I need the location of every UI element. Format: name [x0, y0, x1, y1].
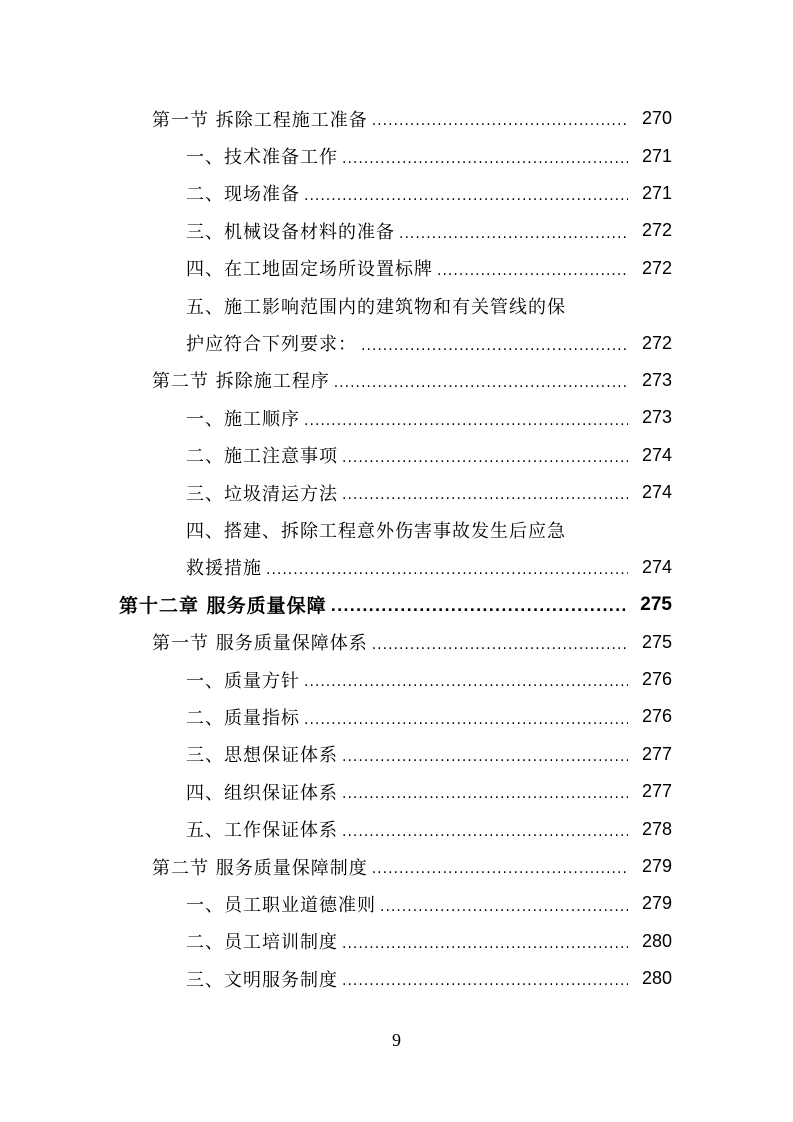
toc-entry-page: 272: [641, 332, 672, 353]
dot-leader: [304, 414, 628, 437]
toc-entry-page: 273: [641, 407, 672, 428]
toc-entry-title: 二、施工注意事项: [186, 446, 338, 468]
dot-leader: [361, 339, 628, 362]
dot-leader: [342, 488, 628, 511]
toc-entry-title-line1: 四、搭建、拆除工程意外伤害事故发生后应急: [186, 520, 566, 542]
toc-entry-page: 276: [641, 706, 672, 727]
toc-entry-page: 275: [641, 631, 672, 652]
toc-entry-title: 三、思想保证体系: [186, 745, 338, 767]
dot-leader: [304, 189, 628, 212]
toc-entry-title-line1: 五、施工影响范围内的建筑物和有关管线的保: [186, 296, 566, 318]
toc-entry-title: 护应符合下列要求：: [186, 334, 357, 356]
toc-entry-page: 271: [641, 145, 672, 166]
toc-entry-page: 275: [640, 593, 672, 615]
dot-leader: [342, 451, 628, 474]
toc-entry-title: 第二节 服务质量保障制度: [152, 857, 368, 879]
toc-entry[interactable]: [0, 175, 793, 212]
toc-entry[interactable]: [0, 773, 793, 810]
toc-entry-page: 271: [641, 182, 672, 203]
toc-entry-title: 二、质量指标: [186, 707, 300, 729]
toc-entry-title: 第一节 服务质量保障体系: [152, 633, 368, 655]
toc-entry-title: 一、技术准备工作: [186, 147, 338, 169]
toc-entry[interactable]: [0, 698, 793, 735]
toc-entry-page: 276: [641, 669, 672, 690]
dot-leader: [304, 675, 628, 698]
dot-leader: [342, 825, 628, 848]
toc-entry-title: 五、工作保证体系: [186, 820, 338, 842]
dot-leader: [380, 900, 628, 923]
dot-leader: [331, 600, 628, 623]
toc-entry[interactable]: [0, 100, 793, 137]
toc-entry[interactable]: [0, 362, 793, 399]
dot-leader: [437, 264, 628, 287]
toc-entry-page: 279: [641, 893, 672, 914]
dot-leader: [372, 862, 628, 885]
dot-leader: [342, 787, 628, 810]
toc-entry[interactable]: [0, 923, 793, 960]
toc-entry[interactable]: [0, 623, 793, 660]
toc-entry-page: 273: [641, 369, 672, 390]
toc-entry-title: 一、施工顺序: [186, 408, 300, 430]
toc-entry-title: 第二节 拆除施工程序: [152, 371, 330, 393]
toc-entry-page: 278: [641, 818, 672, 839]
toc-entry-title: 救援措施: [186, 558, 262, 580]
table-of-contents: [0, 100, 793, 997]
dot-leader: [266, 563, 628, 586]
toc-entry[interactable]: [0, 885, 793, 922]
toc-entry-title: 四、组织保证体系: [186, 782, 338, 804]
toc-entry[interactable]: [0, 137, 793, 174]
toc-entry[interactable]: [0, 474, 793, 511]
toc-entry-title: 四、在工地固定场所设置标牌: [186, 259, 433, 281]
dot-leader: [342, 750, 628, 773]
toc-entry[interactable]: [0, 399, 793, 436]
toc-entry[interactable]: [0, 661, 793, 698]
toc-entry-title: 二、员工培训制度: [186, 932, 338, 954]
dot-leader: [372, 114, 628, 137]
toc-entry-page: 270: [641, 108, 672, 129]
toc-entry[interactable]: [0, 960, 793, 997]
toc-entry-title: 第一节 拆除工程施工准备: [152, 109, 368, 131]
dot-leader: [304, 713, 628, 736]
toc-entry-page: 277: [641, 781, 672, 802]
toc-entry-page: 274: [641, 482, 672, 503]
page-number: 9: [392, 1030, 401, 1050]
toc-entry-page: 279: [641, 856, 672, 876]
toc-entry[interactable]: [0, 212, 793, 249]
toc-entry-title: 三、垃圾清运方法: [186, 483, 338, 505]
toc-entry-wrapped-line[interactable]: [0, 511, 793, 548]
toc-entry-title: 三、文明服务制度: [186, 969, 338, 991]
toc-entry[interactable]: [0, 736, 793, 773]
toc-chapter-entry[interactable]: [0, 586, 793, 623]
dot-leader: [334, 376, 628, 399]
toc-entry-page: 277: [641, 743, 672, 764]
toc-entry[interactable]: [0, 437, 793, 474]
toc-entry[interactable]: [0, 848, 793, 885]
toc-entry-page: 280: [641, 930, 672, 951]
toc-entry-wrapped-line[interactable]: [0, 287, 793, 324]
dot-leader: [342, 152, 628, 175]
toc-entry-title: 一、员工职业道德准则: [186, 894, 376, 916]
toc-entry[interactable]: [0, 250, 793, 287]
toc-entry[interactable]: [0, 549, 793, 586]
toc-entry-title: 一、质量方针: [186, 670, 300, 692]
toc-entry[interactable]: [0, 810, 793, 847]
toc-chapter-title: 第十二章 服务质量保障: [119, 595, 327, 618]
dot-leader: [342, 974, 628, 997]
toc-entry-title: 二、现场准备: [186, 184, 300, 206]
dot-leader: [399, 227, 628, 250]
toc-entry-title: 三、机械设备材料的准备: [186, 221, 395, 243]
dot-leader: [372, 638, 628, 661]
toc-entry[interactable]: [0, 324, 793, 361]
toc-entry-page: 272: [641, 220, 672, 241]
toc-entry-page: 274: [641, 444, 672, 465]
toc-entry-page: 274: [641, 556, 672, 577]
toc-entry-page: 272: [641, 257, 672, 278]
dot-leader: [342, 937, 628, 960]
toc-entry-page: 280: [641, 968, 672, 989]
